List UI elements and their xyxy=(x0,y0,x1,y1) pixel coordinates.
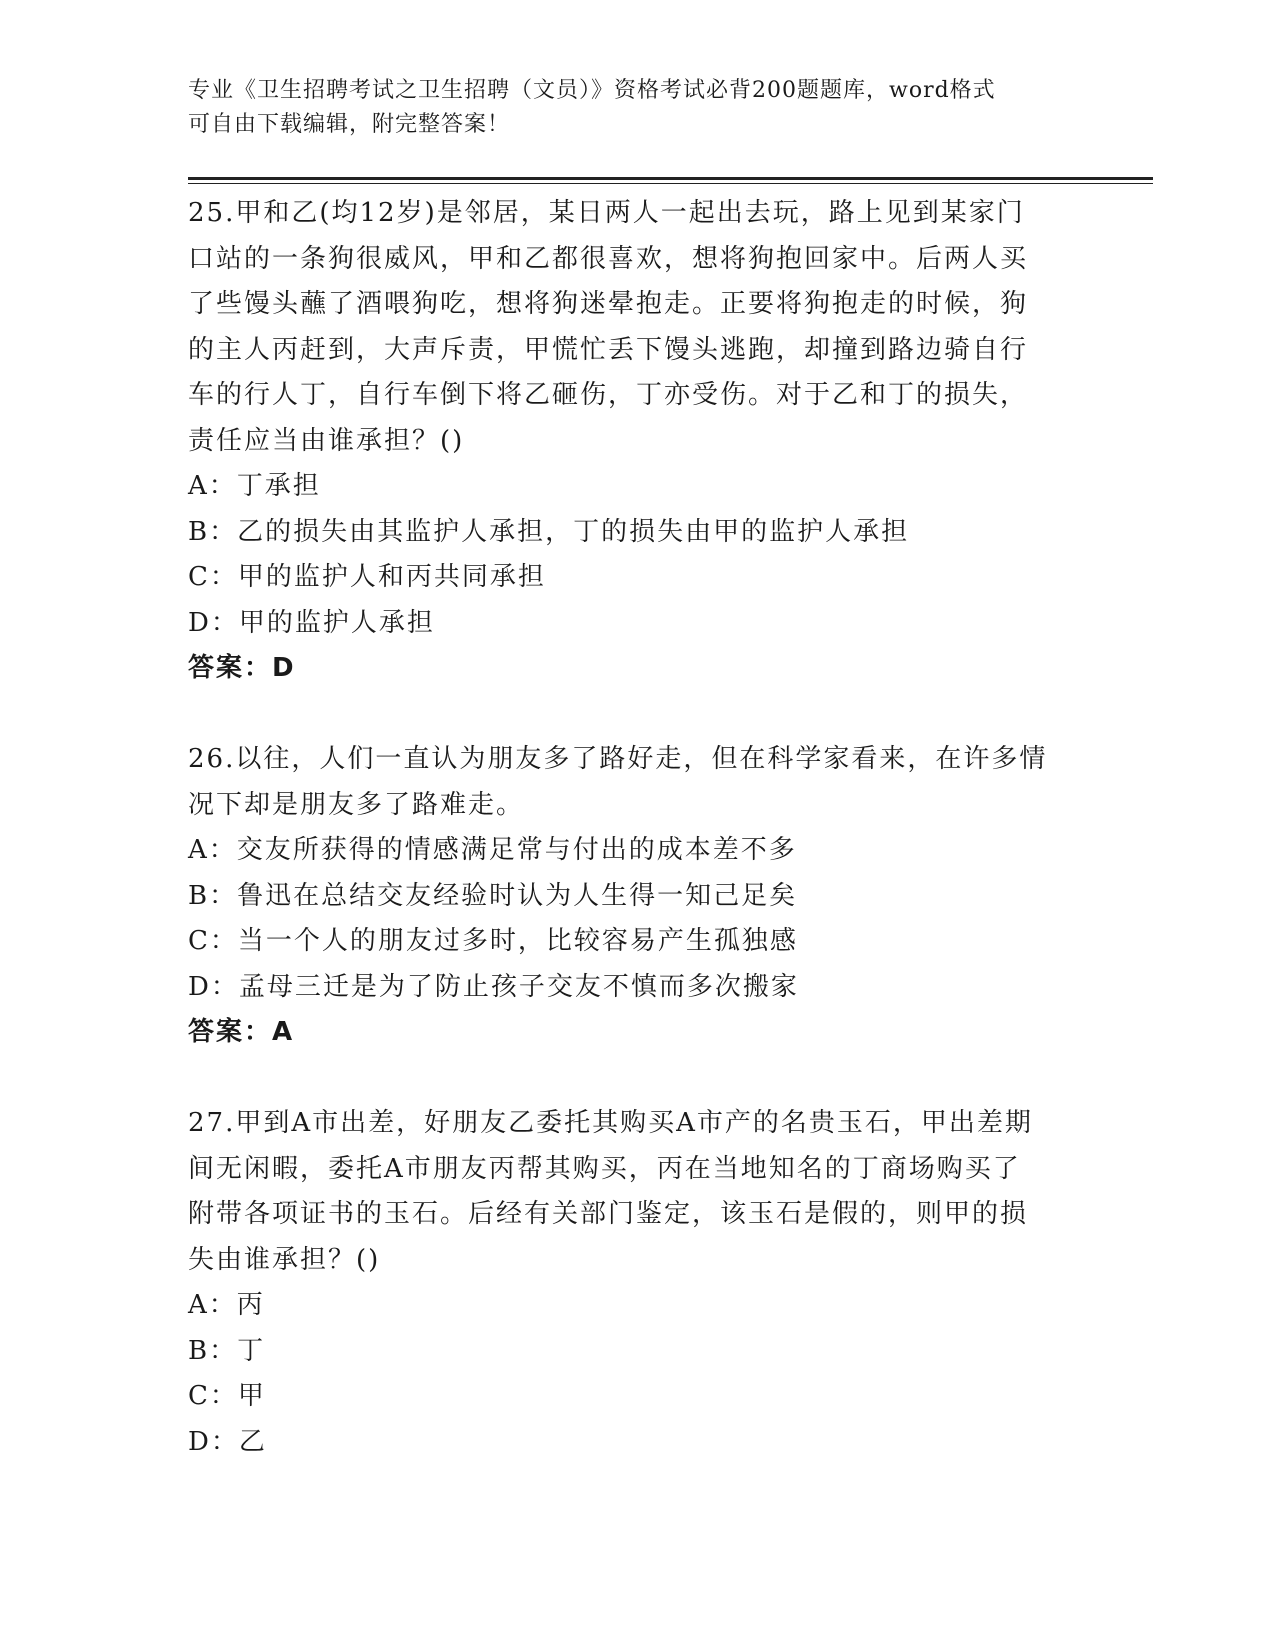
option-d: D：甲的监护人承担 xyxy=(188,607,435,638)
question-stem-line: 附带各项证书的玉石。后经有关部门鉴定，该玉石是假的，则甲的损 xyxy=(188,1199,1029,1229)
answer-line: 答案：A xyxy=(188,1017,295,1047)
question-stem-line: 了些馒头蘸了酒喂狗吃，想将狗迷晕抱走。正要将狗抱走的时候，狗 xyxy=(188,289,1029,319)
question-list xyxy=(188,191,1078,1465)
question-27 xyxy=(188,1101,1078,1465)
document-header xyxy=(188,74,1068,142)
question-spacer xyxy=(188,692,1078,738)
header-divider-thin xyxy=(188,183,1153,184)
answer-line: 答案：D xyxy=(188,653,296,683)
question-stem-line: 车的行人丁，自行车倒下将乙砸伤，丁亦受伤。对于乙和丁的损失， xyxy=(188,380,1029,410)
question-26 xyxy=(188,737,1078,1056)
question-stem-line: 失由谁承担？() xyxy=(188,1244,381,1275)
header-line-1: 专业《卫生招聘考试之卫生招聘（文员）》资格考试必背200题题库，word格式 xyxy=(188,78,996,103)
option-a: A：交友所获得的情感满足常与付出的成本差不多 xyxy=(188,835,797,865)
question-stem-line: 25.甲和乙(均12岁)是邻居，某日两人一起出去玩，路上见到某家门 xyxy=(188,198,1025,228)
option-a: A：丙 xyxy=(188,1290,265,1320)
option-c: C：甲 xyxy=(188,1381,266,1411)
header-line-2: 可自由下载编辑，附完整答案！ xyxy=(188,112,511,137)
option-a: A：丁承担 xyxy=(188,471,321,501)
question-stem-line: 口站的一条狗很威风，甲和乙都很喜欢，想将狗抱回家中。后两人买 xyxy=(188,243,1029,274)
question-stem-line: 27.甲到A市出差，好朋友乙委托其购买A市产的名贵玉石，甲出差期 xyxy=(188,1108,1033,1138)
option-d: D：乙 xyxy=(188,1426,267,1457)
header-divider-thick xyxy=(188,177,1153,180)
option-b: B：乙的损失由其监护人承担，丁的损失由甲的监护人承担 xyxy=(188,516,910,547)
question-stem-line: 26.以往，人们一直认为朋友多了路好走，但在科学家看来，在许多情 xyxy=(188,744,1048,774)
question-25 xyxy=(188,191,1078,692)
question-stem-line: 况下却是朋友多了路难走。 xyxy=(188,789,525,820)
option-b: B：鲁迅在总结交友经验时认为人生得一知己足矣 xyxy=(188,880,798,911)
question-stem-line: 间无闲暇，委托A市朋友丙帮其购买，丙在当地知名的丁商场购买了 xyxy=(188,1153,1021,1184)
option-b: B：丁 xyxy=(188,1335,266,1366)
option-c: C：甲的监护人和丙共同承担 xyxy=(188,562,546,592)
question-spacer xyxy=(188,1056,1078,1102)
question-stem-line: 的主人丙赶到，大声斥责，甲慌忙丢下馒头逃跑，却撞到路边骑自行 xyxy=(188,334,1029,365)
option-d: D：孟母三迁是为了防止孩子交友不慎而多次搬家 xyxy=(188,971,799,1002)
question-stem-line: 责任应当由谁承担？() xyxy=(188,425,465,456)
option-c: C：当一个人的朋友过多时，比较容易产生孤独感 xyxy=(188,926,798,956)
